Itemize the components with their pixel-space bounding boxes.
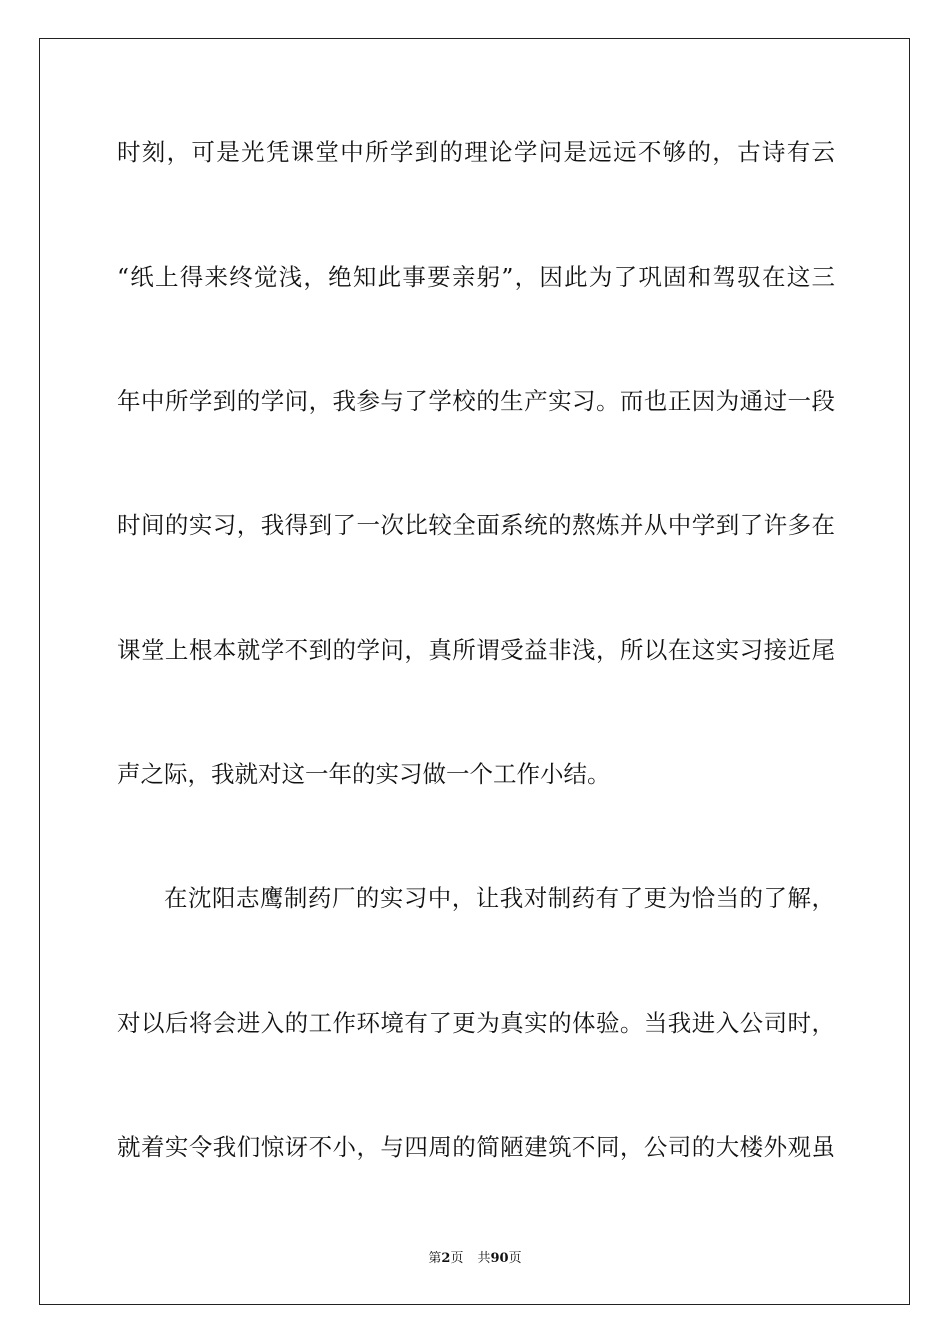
text-line-4: 时间的实习，我得到了一次比较全面系统的熬炼并从中学到了许多在	[117, 511, 835, 539]
paragraph-start-line: 在沈阳志鹰制药厂的实习中，让我对制药有了更为恰当的了解，	[164, 884, 835, 912]
total-suffix: 页	[508, 1251, 522, 1266]
text-line-9: 就着实令我们惊讶不小，与四周的简陋建筑不同，公司的大楼外观虽	[117, 1133, 835, 1161]
page-suffix: 页	[450, 1251, 464, 1266]
text-line-6: 声之际，我就对这一年的实习做一个工作小结。	[117, 760, 611, 788]
page-border	[39, 38, 910, 1305]
page-prefix: 第	[428, 1251, 442, 1266]
total-pages: 90	[490, 1251, 509, 1266]
text-line-2: “纸上得来终觉浅，绝知此事要亲躬”，因此为了巩固和驾驭在这三	[117, 263, 835, 291]
text-line-1: 时刻，可是光凭课堂中所学到的理论学问是远远不够的，古诗有云	[117, 138, 835, 166]
text-line-5: 课堂上根本就学不到的学问，真所谓受益非浅，所以在这实习接近尾	[117, 636, 835, 664]
total-prefix: 共	[477, 1251, 491, 1266]
text-line-8: 对以后将会进入的工作环境有了更为真实的体验。当我进入公司时，	[117, 1009, 835, 1037]
text-line-3: 年中所学到的学问，我参与了学校的生产实习。而也正因为通过一段	[117, 387, 835, 415]
page-footer	[0, 1247, 950, 1266]
page-number: 2	[441, 1251, 451, 1266]
